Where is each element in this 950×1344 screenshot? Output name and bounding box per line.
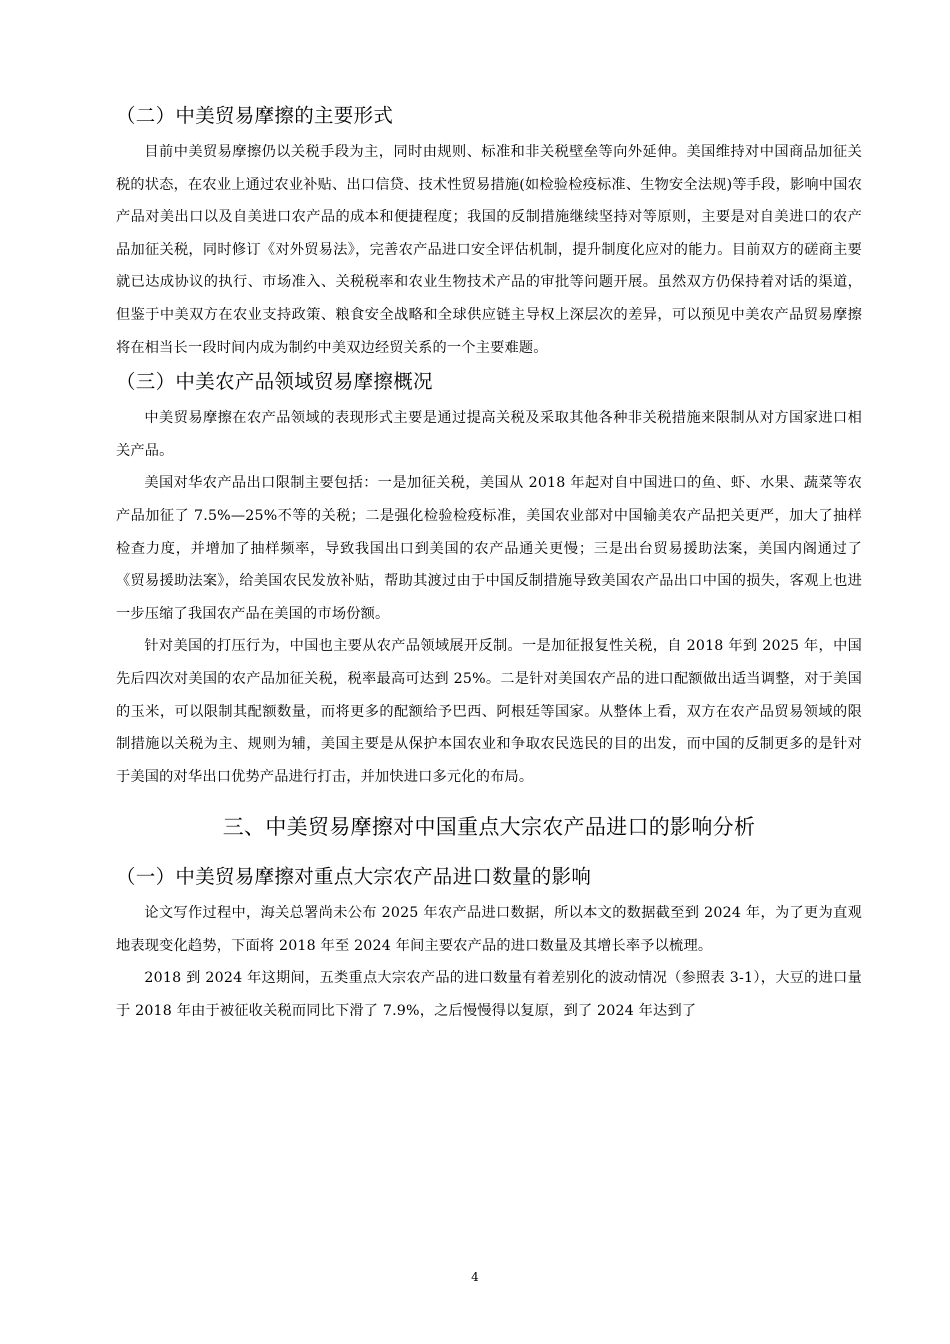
page-content [116, 98, 862, 1028]
subsection-heading: （一）中美贸易摩擦对重点大宗农产品进口数量的影响 [116, 865, 592, 889]
section-heading-2: （二）中美贸易摩擦的主要形式 [116, 104, 394, 127]
paragraph: 针对美国的打压行为，中国也主要从农产品领域展开反制。一是加征报复性关税，自 2018 年到 2025 年，中国先后四次对美国的农产品加征关税，税率最高可达到 25%。二是针对美国农产品的进口配额做出适当调整，对于美国的玉米，可以限制其配额数量，而将更多的配额给予巴西、阿根廷等国家。从整体上看，双方在农产品贸易领域的限制措施以关税为主、规则为辅，美国主要是从保护本国农业和争取农民选民的目的出发，而中国的反制更多的是针对于美国的对华出口优势产品进行打击，并加快进口多元化的布局。 [116, 638, 862, 785]
paragraph: 2018 到 2024 年这期间，五类重点大宗农产品的进口数量有着差别化的波动情况（参照表 3-1），大豆的进口量于 2018 年由于被征收关税而同比下滑了 7.9%，之后慢慢得以复原，到了 2024 年达到了 [116, 970, 862, 1020]
page-number: 4 [471, 1270, 479, 1284]
paragraph: 中美贸易摩擦在农产品领域的表现形式主要是通过提高关税及采取其他各种非关税措施来限制从对方国家进口相关产品。 [116, 410, 862, 459]
paragraph: 美国对华农产品出口限制主要包括：一是加征关税，美国从 2018 年起对自中国进口的鱼、虾、水果、蔬菜等农产品加征了 7.5%—25%不等的关税；二是强化检验检疫标准，美国农业部对中国输美农产品把关更严，加大了抽样检查力度，并增加了抽样频率，导致我国出口到美国的农产品通关更慢；三是出台贸易援助法案，美国内阁通过了《贸易援助法案》，给美国农民发放补贴，帮助其渡过由于中国反制措施导致美国农产品出口中国的损失，客观上也进一步压缩了我国农产品在美国的市场份额。 [116, 475, 862, 622]
section-heading-3: （三）中美农产品领域贸易摩擦概况 [116, 370, 433, 394]
paragraph: 论文写作过程中，海关总署尚未公布 2025 年农产品进口数据，所以本文的数据截至到 2024 年，为了更为直观地表现变化趋势，下面将 2018 年至 2024 年间主要农产品的进口数量及其增长率予以梳理。 [116, 905, 862, 954]
paragraph: 目前中美贸易摩擦仍以关税手段为主，同时由规则、标准和非关税壁垒等向外延伸。美国维持对中国商品加征关税的状态，在农业上通过农业补贴、出口信贷、技术性贸易措施(如检验检疫标准、生物安全法规)等手段，影响中国农产品对美出口以及自美进口农产品的成本和便捷程度；我国的反制措施继续坚持对等原则，主要是对自美进口的农产品加征关税，同时修订《对外贸易法》，完善农产品进口安全评估机制，提升制度化应对的能力。目前双方的磋商主要就已达成协议的执行、市场准入、关税税率和农业生物技术产品的审批等问题开展。虽然双方仍保持着对话的渠道，但鉴于中美双方在农业支持政策、粮食安全战略和全球供应链主导权上深层次的差异，可以预见中美农产品贸易摩擦将在相当长一段时间内成为制约中美双边经贸关系的一个主要难题。 [116, 144, 862, 356]
chapter-heading: 三、中美贸易摩擦对中国重点大宗农产品进口的影响分析 [222, 815, 756, 840]
